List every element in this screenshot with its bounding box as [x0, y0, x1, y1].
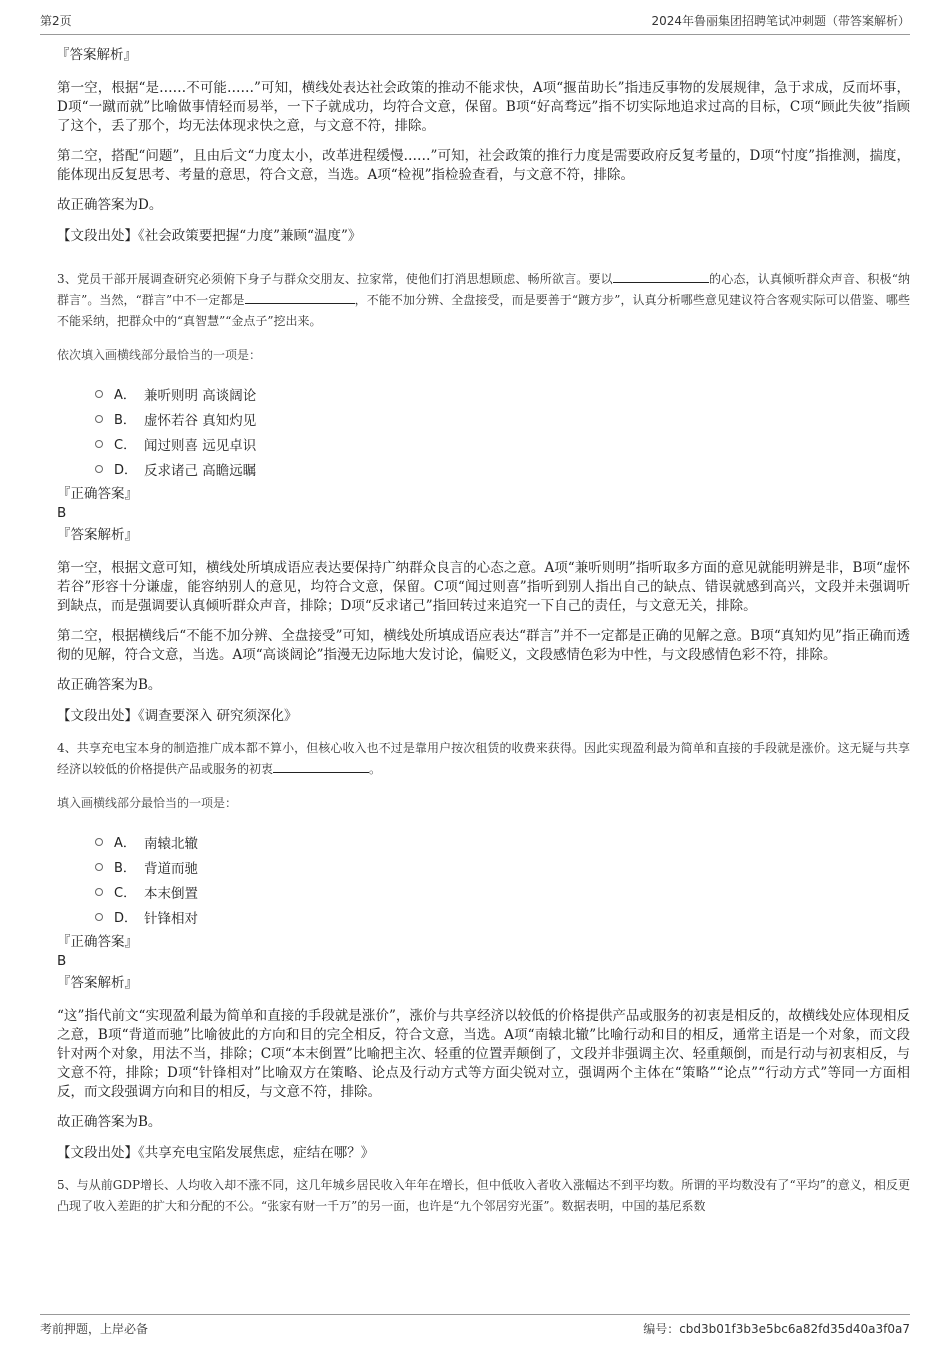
q4-question: 4、共享充电宝本身的制造推广成本都不算小，但核心收入也不过是靠用户按次租赁的收费来获得。因此实现盈利最为简单和直接的手段就是涨价。这无疑与共享经济以较低的价格提供产品或服务的初衷 。: [57, 741, 910, 776]
q4-answer-label: 『正确答案』: [57, 934, 138, 950]
q3-options: [95, 381, 910, 481]
q3-analysis-para1: 第一空，根据文意可知，横线处所填成语应表达要保持广纳群众良言的心态之意。A项“兼听则明”指听取多方面的意见就能明辨是非，B项“虚怀若谷”形容十分谦虚，能容纳别人的意见，均符合文意，保留。C项“闻过则喜”指听到别人指出自己的缺点、错误就感到高兴，文段并未强调听到缺点，而是强调要认真倾听群众声音，排除；D项“反求诸己”指回转过来追究一下自己的责任，与文意无关，排除。: [57, 560, 910, 614]
radio-button[interactable]: [95, 888, 103, 896]
page-footer: [40, 1314, 910, 1337]
q2-source: 【文段出处】《社会政策要把握“力度”兼顾“温度”》: [57, 228, 362, 244]
q5-question: 5、与从前GDP增长、人均收入却不涨不同，这几年城乡居民收入年年在增长，但中低收入者收入涨幅达不到平均数。所谓的平均数没有了“平均”的意义，相反更凸现了收入差距的扩大和分配的不公。“张家有财一千万”的另一面，也许是“九个邻居穷光蛋”。数据表明，中国的基尼系数: [57, 1178, 910, 1213]
q3-blank-1: [613, 269, 709, 283]
page-header: [40, 12, 910, 35]
q2-conclusion: 故正确答案为D。: [57, 197, 163, 213]
q4-option-c[interactable]: C． 本末倒置: [95, 879, 910, 904]
q3-question: 3、党员干部开展调查研究必须俯下身子与群众交朋友、拉家常，使他们打消思想顾虑、畅所欲言。要以 的心态，认真倾听群众声音、积极“纳群言”。当然，“群言”中不一定都是 ，不能不加分辨、全盘接受，而是要善于“踱方步”，认真分析哪些意见建议符合客观实际可以借鉴、哪些不能采纳，把群众中的“真智慧”“金点子”挖出来。: [57, 269, 910, 332]
q4-options: [95, 829, 910, 929]
q3-option-a[interactable]: A． 兼听则明 高谈阔论: [95, 381, 910, 406]
radio-button[interactable]: [95, 863, 103, 871]
page-content: [57, 46, 910, 1217]
q3-option-b[interactable]: B． 虚怀若谷 真知灼见: [95, 406, 910, 431]
q2-analysis-para2: 第二空，搭配“问题”，且由后文“力度太小，改革进程缓慢……”可知，社会政策的推行力度是需要政府反复考量的，D项“忖度”指推测，揣度，能体现出反复思考、考量的意思，符合文意，当选。A项“检视”指检验查看，与文意不符，排除。: [57, 148, 910, 183]
q4-blank: [273, 759, 369, 773]
q4-option-a[interactable]: A． 南辕北辙: [95, 829, 910, 854]
q3-answer: B: [57, 505, 67, 521]
q4-source: 【文段出处】《共享充电宝陷发展焦虑，症结在哪？》: [57, 1145, 375, 1161]
footer-slogan: 考前押题，上岸必备: [40, 1322, 149, 1336]
q3-answer-label: 『正确答案』: [57, 486, 138, 502]
q3-option-d[interactable]: D． 反求诸己 高瞻远瞩: [95, 456, 910, 481]
radio-button[interactable]: [95, 440, 103, 448]
q4-prompt: 填入画横线部分最恰当的一项是：: [57, 796, 238, 810]
page-number: 第2页: [40, 14, 72, 28]
radio-button[interactable]: [95, 415, 103, 423]
q2-analysis-label: 『答案解析』: [56, 47, 137, 63]
document-id: 编号：cbd3b01f3b3e5bc6a82fd35d40a3f0a7: [643, 1322, 910, 1336]
q4-conclusion: 故正确答案为B。: [57, 1114, 162, 1130]
q4-option-d[interactable]: D． 针锋相对: [95, 904, 910, 929]
q3-prompt: 依次填入画横线部分最恰当的一项是：: [57, 348, 262, 362]
radio-button[interactable]: [95, 913, 103, 921]
radio-button[interactable]: [95, 465, 103, 473]
q4-answer: B: [57, 953, 67, 969]
q4-analysis-para1: “这”指代前文“实现盈利最为简单和直接的手段就是涨价”，涨价与共享经济以较低的价格提供产品或服务的初衷是相反的，故横线处应体现相反之意，B项“背道而驰”比喻彼此的方向和目的完全相反，符合文意，当选。A项“南辕北辙”比喻行动和目的相反，通常主语是一个对象，而文段针对两个对象，用法不当，排除；C项“本末倒置”比喻把主次、轻重的位置弄颠倒了，文段并非强调主次、轻重颠倒，而是行动与初衷相反，与文意不符，排除；D项“针锋相对”比喻双方在策略、论点及行动方式等方面尖锐对立，强调两个主体在“策略”“论点”“行动方式”等同一方面相反，而文段强调方向和目的相反，与文意不符，排除。: [57, 1008, 910, 1100]
q3-blank-2: [245, 290, 355, 304]
document-title: 2024年鲁丽集团招聘笔试冲刺题（带答案解析）: [651, 14, 910, 28]
q4-option-b[interactable]: B． 背道而驰: [95, 854, 910, 879]
q3-option-c[interactable]: C． 闻过则喜 远见卓识: [95, 431, 910, 456]
radio-button[interactable]: [95, 390, 103, 398]
q2-analysis-para1: 第一空，根据“是……不可能……”可知，横线处表达社会政策的推动不能求快，A项“揠苗助长”指违反事物的发展规律，急于求成，反而坏事，D项“一蹴而就”比喻做事情轻而易举，一下子就成功，均符合文意，保留。B项“好高骛远”指不切实际地追求过高的目标，C项“顾此失彼”指顾了这个，丢了那个，均无法体现求快之意，与文意不符，排除。: [57, 80, 910, 134]
q3-source: 【文段出处】《调查要深入 研究须深化》: [57, 708, 298, 724]
q3-analysis-para2: 第二空，根据横线后“不能不加分辨、全盘接受”可知，横线处所填成语应表达“群言”并不一定都是正确的见解之意。B项“真知灼见”指正确而透彻的见解，符合文意，当选。A项“高谈阔论”指漫无边际地大发讨论，偏贬义，文段感情色彩为中性，与文段感情色彩不符，排除。: [57, 628, 910, 663]
q3-conclusion: 故正确答案为B。: [57, 677, 162, 693]
radio-button[interactable]: [95, 838, 103, 846]
q4-analysis-label: 『答案解析』: [57, 975, 138, 991]
q3-analysis-label: 『答案解析』: [57, 527, 138, 543]
